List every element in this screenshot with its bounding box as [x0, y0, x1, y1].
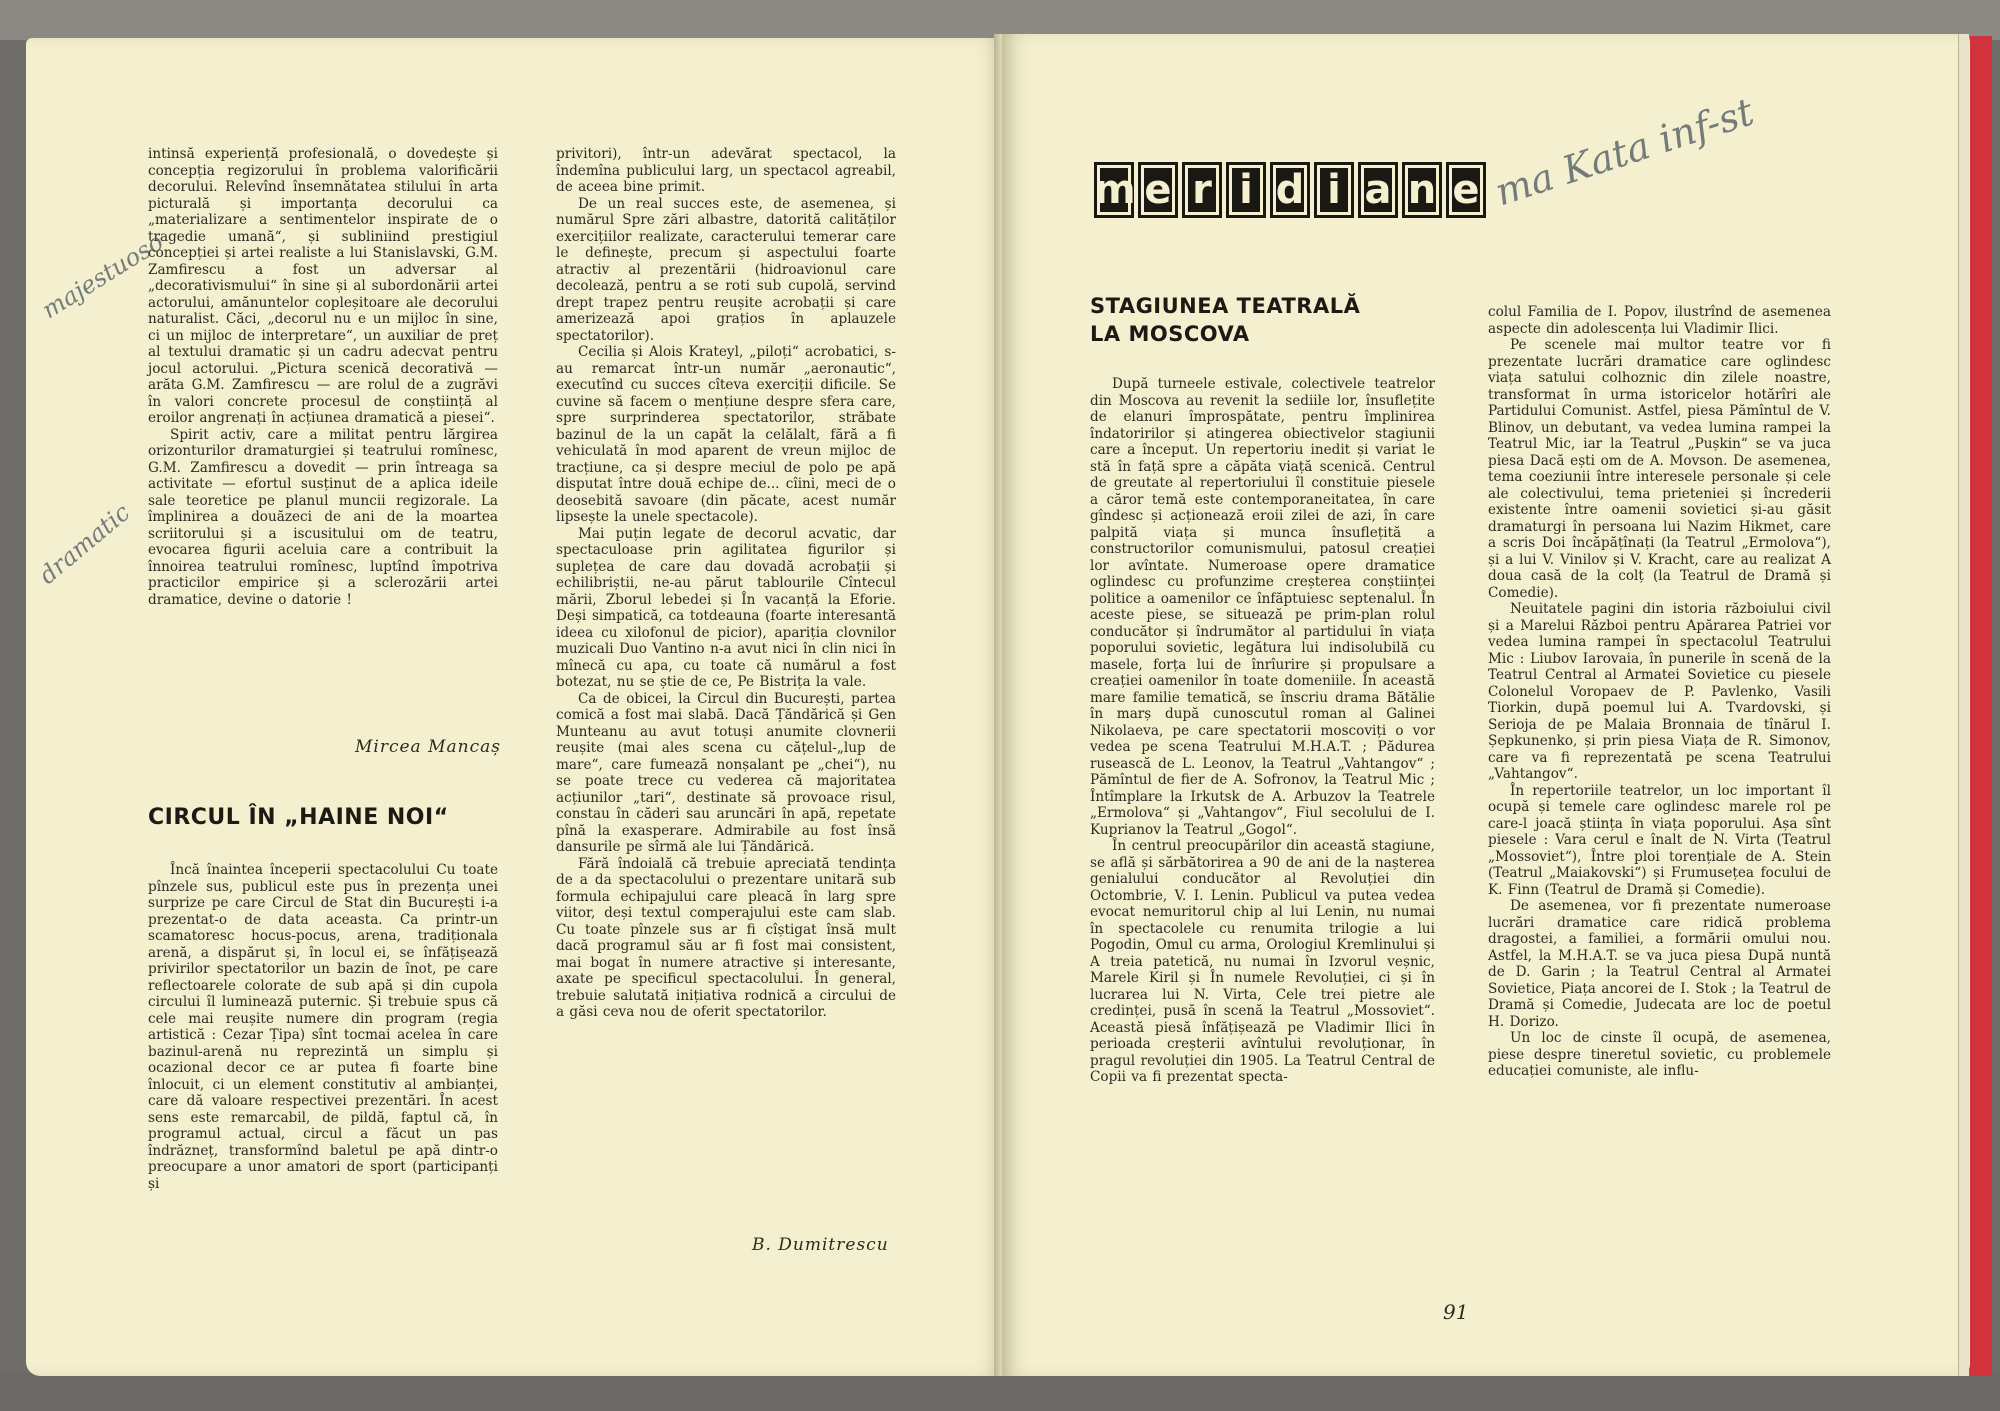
paragraph: Mai puțin legate de decorul acvatic, dar spectaculoase prin agilitatea figurilor și suplețea de care dau dovadă acrobații și echilibriștii, ne-au părut tablourile Cîntecul mării, Zborul lebedei și În vacanță la Eforie. Deși simpatică, ca totdeauna (foarte interesantă ideea cu xilofonul de picior), apariția clovnilor muzicali Duo Vantino n-a avut nici în clin nici în mînecă cu apa, cu toate că numărul a fost botezat, nu se știe de ce, Pe Bistrița la vale.	[556, 525, 896, 690]
paragraph: Spirit activ, care a militat pentru lărgirea orizonturilor dramaturgiei și teatrului romînesc, G.M. Zamfirescu a dovedit — prin întreaga sa activitate — efortul susținut de a aplica ideile sale teoretice pe planul muncii regizorale. La împlinirea a douăzeci de ani de la moartea scriitorului și a iscusitului om de teatru, evocarea figurii aceluia care a contribuit la înnoirea teatrului romînesc, luptînd împotriva practicilor empirice și a sclerozării artei dramatice, devine o datorie !	[148, 426, 498, 608]
paragraph: În centrul preocupărilor din această stagiune, se află și sărbătorirea a 90 de ani de la nașterea genialului conducător al Revoluției din Octombrie, V. I. Lenin. Publicul va putea vedea evocat nemuritorul chip al lui Lenin, nu numai în spectacolele cu renumita trilogie a lui Pogodin, Omul cu arma, Orologiul Kremlinului și A treia patetică, nu numai în Izvorul veșnic, Marele Kiril și În numele Revoluției, ci și în lucrarea lui N. Virta, Cele trei pietre ale credinței, pusă în scenă la Teatrul „Mossoviet“. Această piesă înfățișează pe Vladimir Ilici în perioada creșterii avîntului revoluționar, în pragul revoluției din 1905. La Teatrul Central de Copii va fi prezentat specta-	[1090, 838, 1435, 1085]
paragraph: Ca de obicei, la Circul din București, partea comică a fost mai slabă. Dacă Țăndărică și Gen Munteanu au avut totuși anumite clovnerii reușite (mai ales scena cu cățelul-„lup de mare“, care fumează nonșalant pe „chei“), nu se poate trece cu vederea că majoritatea acțiunilor „tari“, destinate să provoace risul, constau în căderi sau aruncări în apă, repetate pînă la exasperare. Admirabile au fost însă dansurile pe sîrmă ale lui Țăndărică.	[556, 690, 896, 855]
masthead-letter: d	[1270, 162, 1310, 218]
paragraph: intinsă experiență profesională, o dovedește și concepția regizorului în problema valorificării decorului. Relevînd însemnătatea stilului în arta picturală și importanța decorului ca „materializare a sentimentelor inspirate de o tragedie umană“, și subliniind prestigiul concepției și artei realiste a lui Stanislavski, G.M. Zamfirescu a fost un adversar al „decorativismului“ în sine și al subordonării artei actorului, amănuntelor copleșitoare ale decorului naturalist. Căci, „decorul nu e un mijloc în sine, ci un mijloc de interpretare“, un auxiliar de preț al textului dramatic și un cadru adecvat pentru jocul actorului. „Pictura scenică decorativă — arăta G.M. Zamfirescu — are rolul de a zugrăvi în valori concrete procesul de conștiință al eroilor angrenați în acțiunea dramatică a piesei“.	[148, 146, 498, 426]
paragraph: privitori), într-un adevărat spectacol, la îndemîna publicului larg, un spectacol agreabil, de aceea bine primit.	[556, 146, 896, 195]
heading-line: STAGIUNEA TEATRALĂ	[1090, 294, 1361, 318]
red-cover-edge	[1970, 36, 1992, 1376]
page-edge	[1958, 34, 1969, 1376]
paragraph: De un real succes este, de asemenea, și numărul Spre zări albastre, datorită calităților exercițiilor realizate, caracterului temerar care le definește, precum și aspectului foarte atractiv al prezentării (hidroavionul care decolează, pentru a se roti sub cupolă, servind drept trapez pentru reușite acrobații și care amerizează apoi grațios în aplauzele spectatorilor).	[556, 195, 896, 344]
masthead-letter: i	[1226, 162, 1266, 218]
paragraph: Un loc de cinste îl ocupă, de asemenea, piese despre tineretul sovietic, cu problemele educației comuniste, ale influ-	[1488, 1030, 1831, 1079]
author-signature: B. Dumitrescu	[752, 1235, 889, 1255]
paragraph: Pe scenele mai multor teatre vor fi prezentate lucrări dramatice care oglindesc viața satului colhoznic din zilele noastre, transformat în urma istoricelor hotărîri ale Partidului Comunist. Astfel, piesa Pămîntul de V. Blinov, un debutant, va vedea lumina rampei la Teatrul Mic, iar la Teatrul „Pușkin“ se va juca piesa Dacă ești om de A. Movson. De asemenea, tema coeziunii între interesele personale și cele ale colectivului, tema prieteniei și încrederii existente între oamenii sovietici și-au găsit dramaturgi în persoana lui Nazim Hikmet, care a scris Doi încăpățînați (la Teatrul „Ermolova“), și a lui V. Vinilov și V. Kracht, care au realizat A doua casă de la colț (la Teatrul de Dramă și Comedie).	[1488, 337, 1831, 601]
page-number: 91	[1443, 1300, 1469, 1324]
section-masthead	[1094, 162, 1486, 218]
paragraph: Fără îndoială că trebuie apreciată tendința de a da spectacolului o prezentare unitară sub formula echipajului care pleacă în larg spre viitor, deși textul comperajului este cam slab. Cu toate pînzele sus ar fi cîștigat însă mult dacă programul său ar fi fost mai consistent, mai bogat în numere atractive și interesante, axate pe specificul spectacolului. În general, trebuie salutată inițiativa rodnică a circului de a găsi ceva nou de oferit spectatorilor.	[556, 855, 896, 1020]
left-column-2	[556, 146, 896, 1021]
left-column-1-top	[148, 146, 498, 608]
heading-line: LA MOSCOVA	[1090, 322, 1250, 346]
paragraph: După turneele estivale, colectivele teatrelor din Moscova au revenit la sediile lor, însuflețite de elanuri împrospătate, pentru împlinirea îndatoririlor și atingerea obiectivelor stagiunii care a început. Un repertoriu inedit și variat le stă în față spre a căpăta viață scenică. Centrul de greutate al repertoriului îl constituie piesele a căror temă este contemporaneitatea, în care gîndesc și acționează eroii zilei de azi, în care palpită viața și munca însuflețită a constructorilor comunismului, patosul creației lor avîntate. Numeroase opere dramatice oglindesc cu profunzime creșterea conștiinței politice a oamenilor ce înfăptuiesc septenalul. În aceste piese, se situează pe prim-plan rolul conducător și îndrumător al partidului în viața poporului sovietic, legătura lui indisolubilă cu masele, forța lui de înrîurire și propulsare a creației oamenilor în toate domeniile. În această mare familie tematică, se înscriu drama Bătălie în marș după cunoscutul roman al Galinei Nikolaeva, pe care spectatorii moscoviți o vor vedea pe scena Teatrului M.H.A.T. ; Pădurea rusească de L. Leonov, la Teatrul „Vahtangov“ ; Pămîntul de fier de A. Sofronov, la Teatrul Mic ; Întîmplare la Irkutsk de A. Arbuzov la Teatrele „Ermolova“ și „Vahtangov“, Fiul secolului de I. Kuprianov la Teatrul „Gogol“.	[1090, 376, 1435, 838]
paragraph: Încă înaintea începerii spectacolului Cu toate pînzele sus, publicul este pus în prezența unei surprize pe care Circul de Stat din București i-a prezentat-o de data aceasta. Ca printr-un scamatoresc hocus-pocus, arena, tradiționala arenă, a dispărut și, în locul ei, se înfățișează privirilor spectatorilor un bazin de înot, pe care reflectoarele colorate de sub apă și din cupola circului îl luminează puternic. Și trebuie spus că cele mai reușite numere din program (regia artistică : Cezar Țipa) sînt tocmai acelea în care bazinul-arenă nu reprezintă un simplu și ocazional decor ce ar putea fi foarte bine înlocuit, ci un element constitutiv al ambianței, care dă valoare respectivei prezentări. În acest sens este remarcabil, de pildă, faptul că, în programul actual, circul a făcut un pas îndrăzneț, transformînd baletul pe apă dintr-o preocupare a unor amatori de sport (participanți și	[148, 862, 498, 1192]
margin-handwriting: dramatic	[33, 498, 136, 590]
masthead-letter: n	[1402, 162, 1442, 218]
top-handwriting: ma Kata inf-st	[1489, 89, 1759, 215]
paragraph: Cecilia și Alois Krateyl, „piloți“ acrobatici, s-au remarcat într-un număr „aeronautic“, executînd cu succes cîteva exerciții dificile. Se cuvine să facem o mențiune despre sfera care, spre surprinderea spectatorilor, străbate bazinul de la un capăt la celălalt, fără a fi vehiculată în mod aparent de vreun mijloc de tracțiune, ca și despre meciul de polo pe apă disputat între două echipe de... cîini, meci de o deosebită savoare (din păcate, acest număr lipsește la unele spectacole).	[556, 344, 896, 525]
right-column-2	[1488, 304, 1831, 1080]
right-column-1	[1090, 376, 1435, 1086]
masthead-letter: e	[1446, 162, 1486, 218]
article-heading: CIRCUL ÎN „HAINE NOI“	[148, 805, 449, 830]
author-signature: Mircea Mancaș	[355, 737, 501, 757]
left-column-1-bottom	[148, 862, 498, 1192]
masthead-letter: i	[1314, 162, 1354, 218]
margin-handwriting: majestuoso	[37, 227, 169, 325]
scan-background-bottom	[0, 1372, 2000, 1411]
paragraph: În repertoriile teatrelor, un loc important îl ocupă și temele care oglindesc marele rol pe care-l joacă știința în viața poporului. Așa sînt piesele : Vara cerul e înalt de N. Virta (Teatrul „Mossoviet“), Între ploi torențiale de A. Stein (Teatrul „Maiakovski“) și Frumusețea focului de K. Finn (Teatrul de Dramă și Comedie).	[1488, 782, 1831, 898]
article-heading	[1090, 292, 1360, 348]
paragraph: Neuitatele pagini din istoria războiului civil și a Marelui Război pentru Apărarea Patriei vor vedea lumina rampei în spectacolul Teatrului Mic : Liubov Iarovaia, în punerile în scenă de la Teatrul Central al Armatei Sovietice cu piesele Colonelul Voropaev de P. Pavlenko, Vasili Tiorkin, după poemul lui A. Tvardovski, și Serioja de pe Malaia Bronnaia de tînărul I. Șepkunenko, și prin piesa Viața de R. Simonov, care va fi reprezentată pe scena Teatrului „Vahtangov“.	[1488, 601, 1831, 782]
paragraph: De asemenea, vor fi prezentate numeroase lucrări dramatice care ridică problema dragostei, a familiei, a formării omului nou. Astfel, la M.H.A.T. se va juca piesa După nuntă de D. Garin ; la Teatrul Central al Armatei Sovietice, Piața ancorei de I. Stok ; la Teatrul de Dramă și Comedie, Judecata are loc de poetul H. Dorizo.	[1488, 898, 1831, 1030]
masthead-letter: r	[1182, 162, 1222, 218]
paragraph: colul Familia de I. Popov, ilustrînd de asemenea aspecte din adolescența lui Vladimir Ilici.	[1488, 304, 1831, 337]
masthead-letter: e	[1138, 162, 1178, 218]
masthead-letter: m	[1094, 162, 1134, 218]
masthead-letter: a	[1358, 162, 1398, 218]
